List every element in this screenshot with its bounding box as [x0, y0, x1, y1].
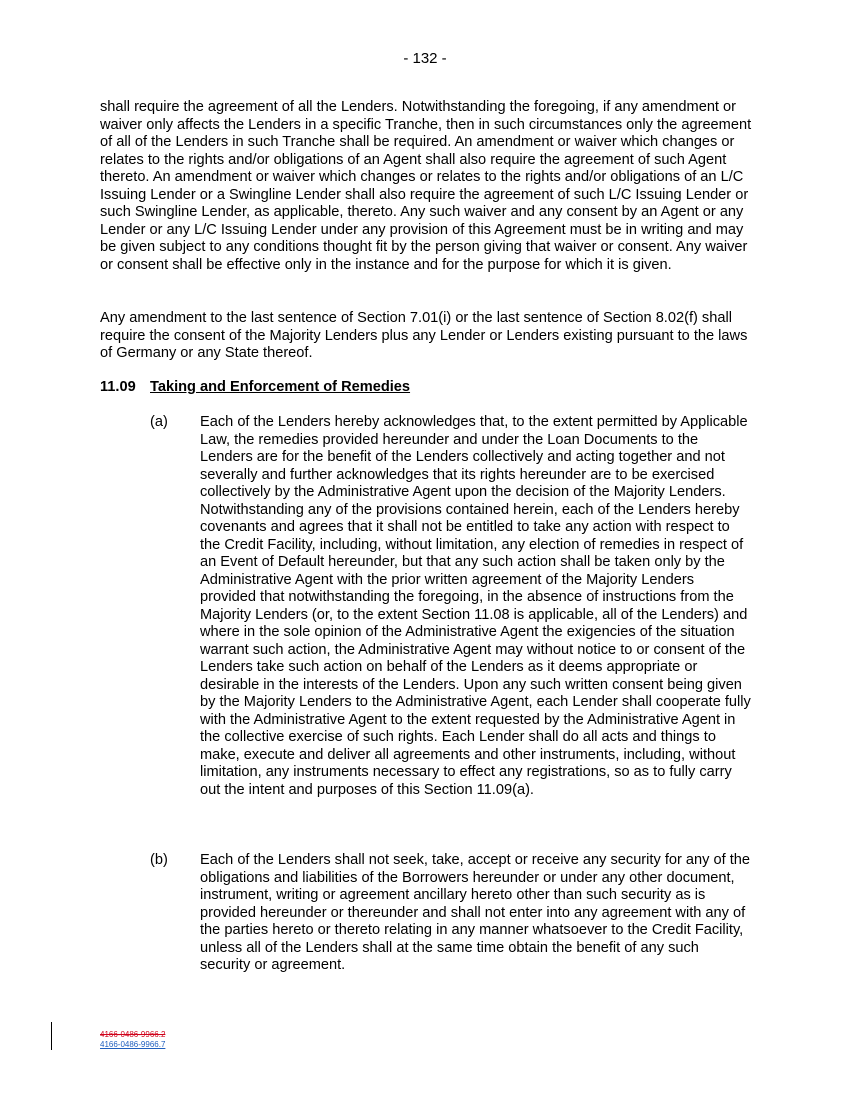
- doc-id-deleted: 4166-0486-9966.2: [100, 1030, 166, 1039]
- list-item: [150, 414, 752, 799]
- list-item-label: (a): [150, 414, 168, 430]
- section-number: 11.09: [100, 379, 136, 395]
- list-item-label: (b): [150, 852, 168, 868]
- list-item: [150, 852, 752, 975]
- list-item-text: Each of the Lenders shall not seek, take, accept or receive any security for any of the obligations and liabilities of the Borrowers hereunder or under any other document, instrument, writing or agreement ancillary hereto other than such security as is provided hereunder or thereunder and shall not enter into any agreement with any of the parties hereto or thereto relating in any manner whatsoever to the Credit Facility, unless all of the Lenders shall at the same time obtain the benefit of any such security or agreement.: [200, 852, 751, 973]
- section-heading: [100, 379, 410, 397]
- body-paragraph-2: Any amendment to the last sentence of Section 7.01(i) or the last sentence of Section 8.02(f) shall require the consent of the Majority Lenders plus any Lender or Lenders existing pursuant to the laws of Germany or any State thereof.: [100, 310, 748, 361]
- revision-change-bar: [51, 1022, 52, 1050]
- body-paragraph-1: shall require the agreement of all the Lenders. Notwithstanding the foregoing, if any amendment or waiver only affects the Lenders in a specific Tranche, then in such circumstances only the agreement of all of the Lenders in such Tranche shall be required. An amendment or waiver which changes or relates to the rights and/or obligations of an Agent shall also require the agreement of such Agent thereto. An amendment or waiver which changes or relates to the rights and/or obligations of an L/C Issuing Lender or a Swingline Lender shall also require the agreement of such L/C Issuing Lender or such Swingline Lender, as applicable, thereto. Any such waiver and any consent by an Agent or any Lender or any L/C Issuing Lender under any provision of this Agreement must be in writing and may be given subject to any conditions thought fit by the person giving that waiver or consent. Any waiver or consent shall be effective only in the instance and for the purpose for which it is given.: [100, 99, 752, 273]
- section-title: Taking and Enforcement of Remedies: [150, 379, 411, 395]
- doc-id-inserted: 4166-0486-9966.7: [100, 1040, 166, 1049]
- page-number: - 132 -: [403, 50, 447, 67]
- list-item-text: Each of the Lenders hereby acknowledges that, to the extent permitted by Applicable Law, the remedies provided hereunder and under the Loan Documents to the Lenders are for the benefit of the Lenders collectively and acting together and not severally and further acknowledges that its rights hereunder are to be exercised collectively by the Administrative Agent upon the decision of the Majority Lenders. Notwithstanding any of the provisions contained herein, each of the Lenders hereby covenants and agrees that it shall not be entitled to take any action with respect to the Credit Facility, including, without limitation, any election of remedies in respect of an Event of Default hereunder, but that any such action shall be taken only by the Administrative Agent with the prior written agreement of the Majority Lenders provided that notwithstanding the foregoing, in the absence of instructions from the Majority Lenders (or, to the extent Section 11.08 is applicable, all of the Lenders) and where in the sole opinion of the Administrative Agent the exigencies of the situation warrant such action, the Administrative Agent may without notice to or consent of the Lenders take such action on behalf of the Lenders as it deems appropriate or desirable in the interests of the Lenders. Upon any such written consent being given by the Majority Lenders to the Administrative Agent, each Lender shall cooperate fully with the Administrative Agent to the extent requested by the Administrative Agent in the collective exercise of such rights. Each Lender shall do all acts and things to make, execute and deliver all agreements and other instruments, including, without limitation, any instruments necessary to effect any registrations, so as to fully carry out the intent and purposes of this Section 11.09(a).: [200, 414, 751, 798]
